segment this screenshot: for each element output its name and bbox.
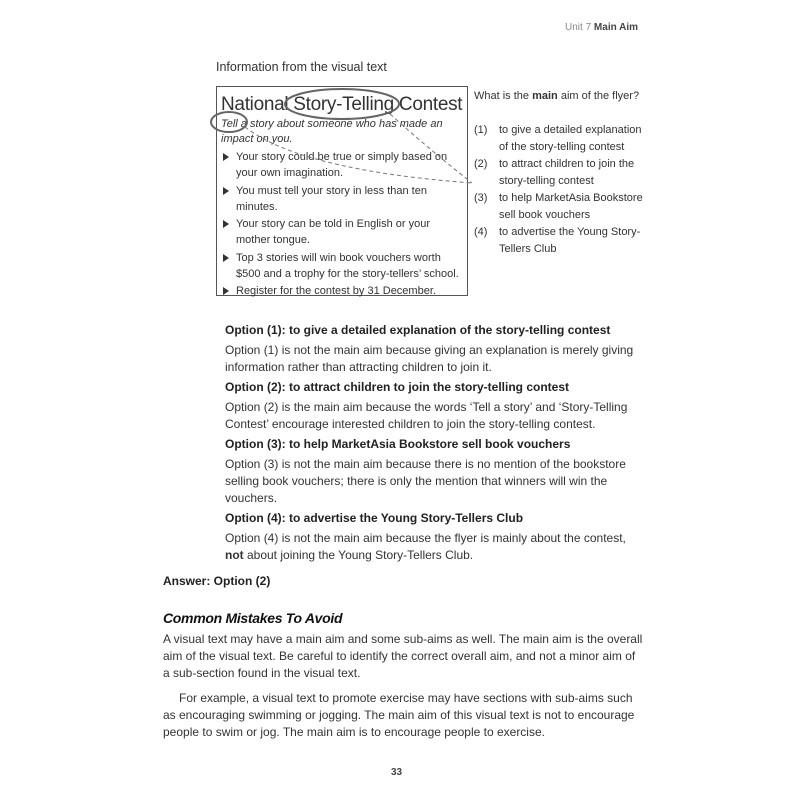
explanation-body-emphasis: not [225,548,244,562]
flyer-title: National Story-Telling Contest [221,94,463,115]
header-title: Main Aim [593,22,638,33]
explanation-heading: Option (1): to give a detailed explanation of the story-telling contest [225,323,611,337]
flyer-bullet [221,149,467,181]
option-text: to give a detailed explanation of the story-telling contest [499,124,642,153]
explanation-body-prefix: Option (4) is not the main aim because the flyer is mainly about the contest, [225,531,626,545]
flyer-bullet-text: Your story could be true or simply based on your own imagination. [236,151,448,179]
page-number: 33 [391,767,403,778]
header-unit: Unit 7 [565,22,592,33]
explanation-body-suffix: about joining the Young Story-Tellers Club. [243,548,474,562]
triangle-bullet-icon [223,254,229,262]
question-suffix: aim of the flyer? [557,90,640,102]
flyer-intro: Tell a story about someone who has made an impact on you. [221,118,443,145]
flyer-bullet-text: Top 3 stories will win book vouchers worth $500 and a trophy for the story-tellers’ school. [236,251,459,280]
flyer-bullet-text: You must tell your story in less than ten minutes. [236,184,427,213]
option-text: to advertise the Young Story-Tellers Club [499,226,641,255]
explanation-heading: Option (4): to advertise the Young Story-Tellers Club [225,511,524,525]
answer-line: Answer: Option (2) [163,574,271,588]
common-mistakes-paragraph: For example, a visual text to promote exercise may have sections with sub-aims such as encouraging swimming or jogging. The main aim of this visual text is not to encourage people to swim or jog. The main aim is to encourage people to exercise. [163,691,635,739]
option-item [474,122,646,156]
triangle-bullet-icon [223,187,229,195]
explanation-body: Option (1) is not the main aim because giving an explanation is merely giving information rather than attracting children to join it. [225,343,634,374]
flyer-bullet-text: Your story can be told in English or your mother tongue. [236,218,431,246]
explanation-body: Option (2) is the main aim because the words ‘Tell a story’ and ‘Story-Telling Contest’ encourage interested children to join the story-telling contest. [225,400,628,431]
flyer-bullet [221,183,467,215]
explanation-heading: Option (3): to help MarketAsia Bookstore sell book vouchers [225,437,571,451]
question-emphasis: main [532,90,558,102]
option-item [474,224,646,258]
running-header [565,22,638,33]
visual-text-caption: Information from the visual text [216,60,387,74]
triangle-bullet-icon [223,220,229,228]
option-text: to attract children to join the story-telling contest [499,158,635,187]
option-number: (4) [474,226,488,238]
common-mistakes-heading: Common Mistakes To Avoid [163,610,343,626]
question-text [474,88,646,105]
option-number: (2) [474,158,488,170]
explanation-heading: Option (2): to attract children to join the story-telling contest [225,380,570,394]
flyer-bullet [221,216,467,248]
explanation-body: Option (3) is not the main aim because there is no mention of the bookstore selling book vouchers; there is only the mention that winners will win the vouchers. [225,457,626,505]
flyer-box [216,86,468,296]
triangle-bullet-icon [223,153,229,161]
question-prefix: What is the [474,90,533,102]
flyer-bullet-list [221,149,467,301]
flyer-bullet-text: Register for the contest by 31 December. [236,285,436,297]
flyer-bullet [221,250,467,282]
option-text: to help MarketAsia Bookstore sell book vouchers [499,192,643,221]
option-item [474,156,646,190]
explanation-body [225,530,645,564]
explanations-section [225,319,645,564]
option-item [474,190,646,224]
option-number: (3) [474,192,488,204]
flyer-bullet [221,283,467,299]
common-mistakes-paragraph: A visual text may have a main aim and some sub-aims as well. The main aim is the overall aim of the visual text. Be careful to identify the correct overall aim, and not a minor aim of a sub-section found in the visual text. [163,632,643,680]
triangle-bullet-icon [223,287,229,295]
options-list [474,122,646,258]
option-number: (1) [474,124,488,136]
